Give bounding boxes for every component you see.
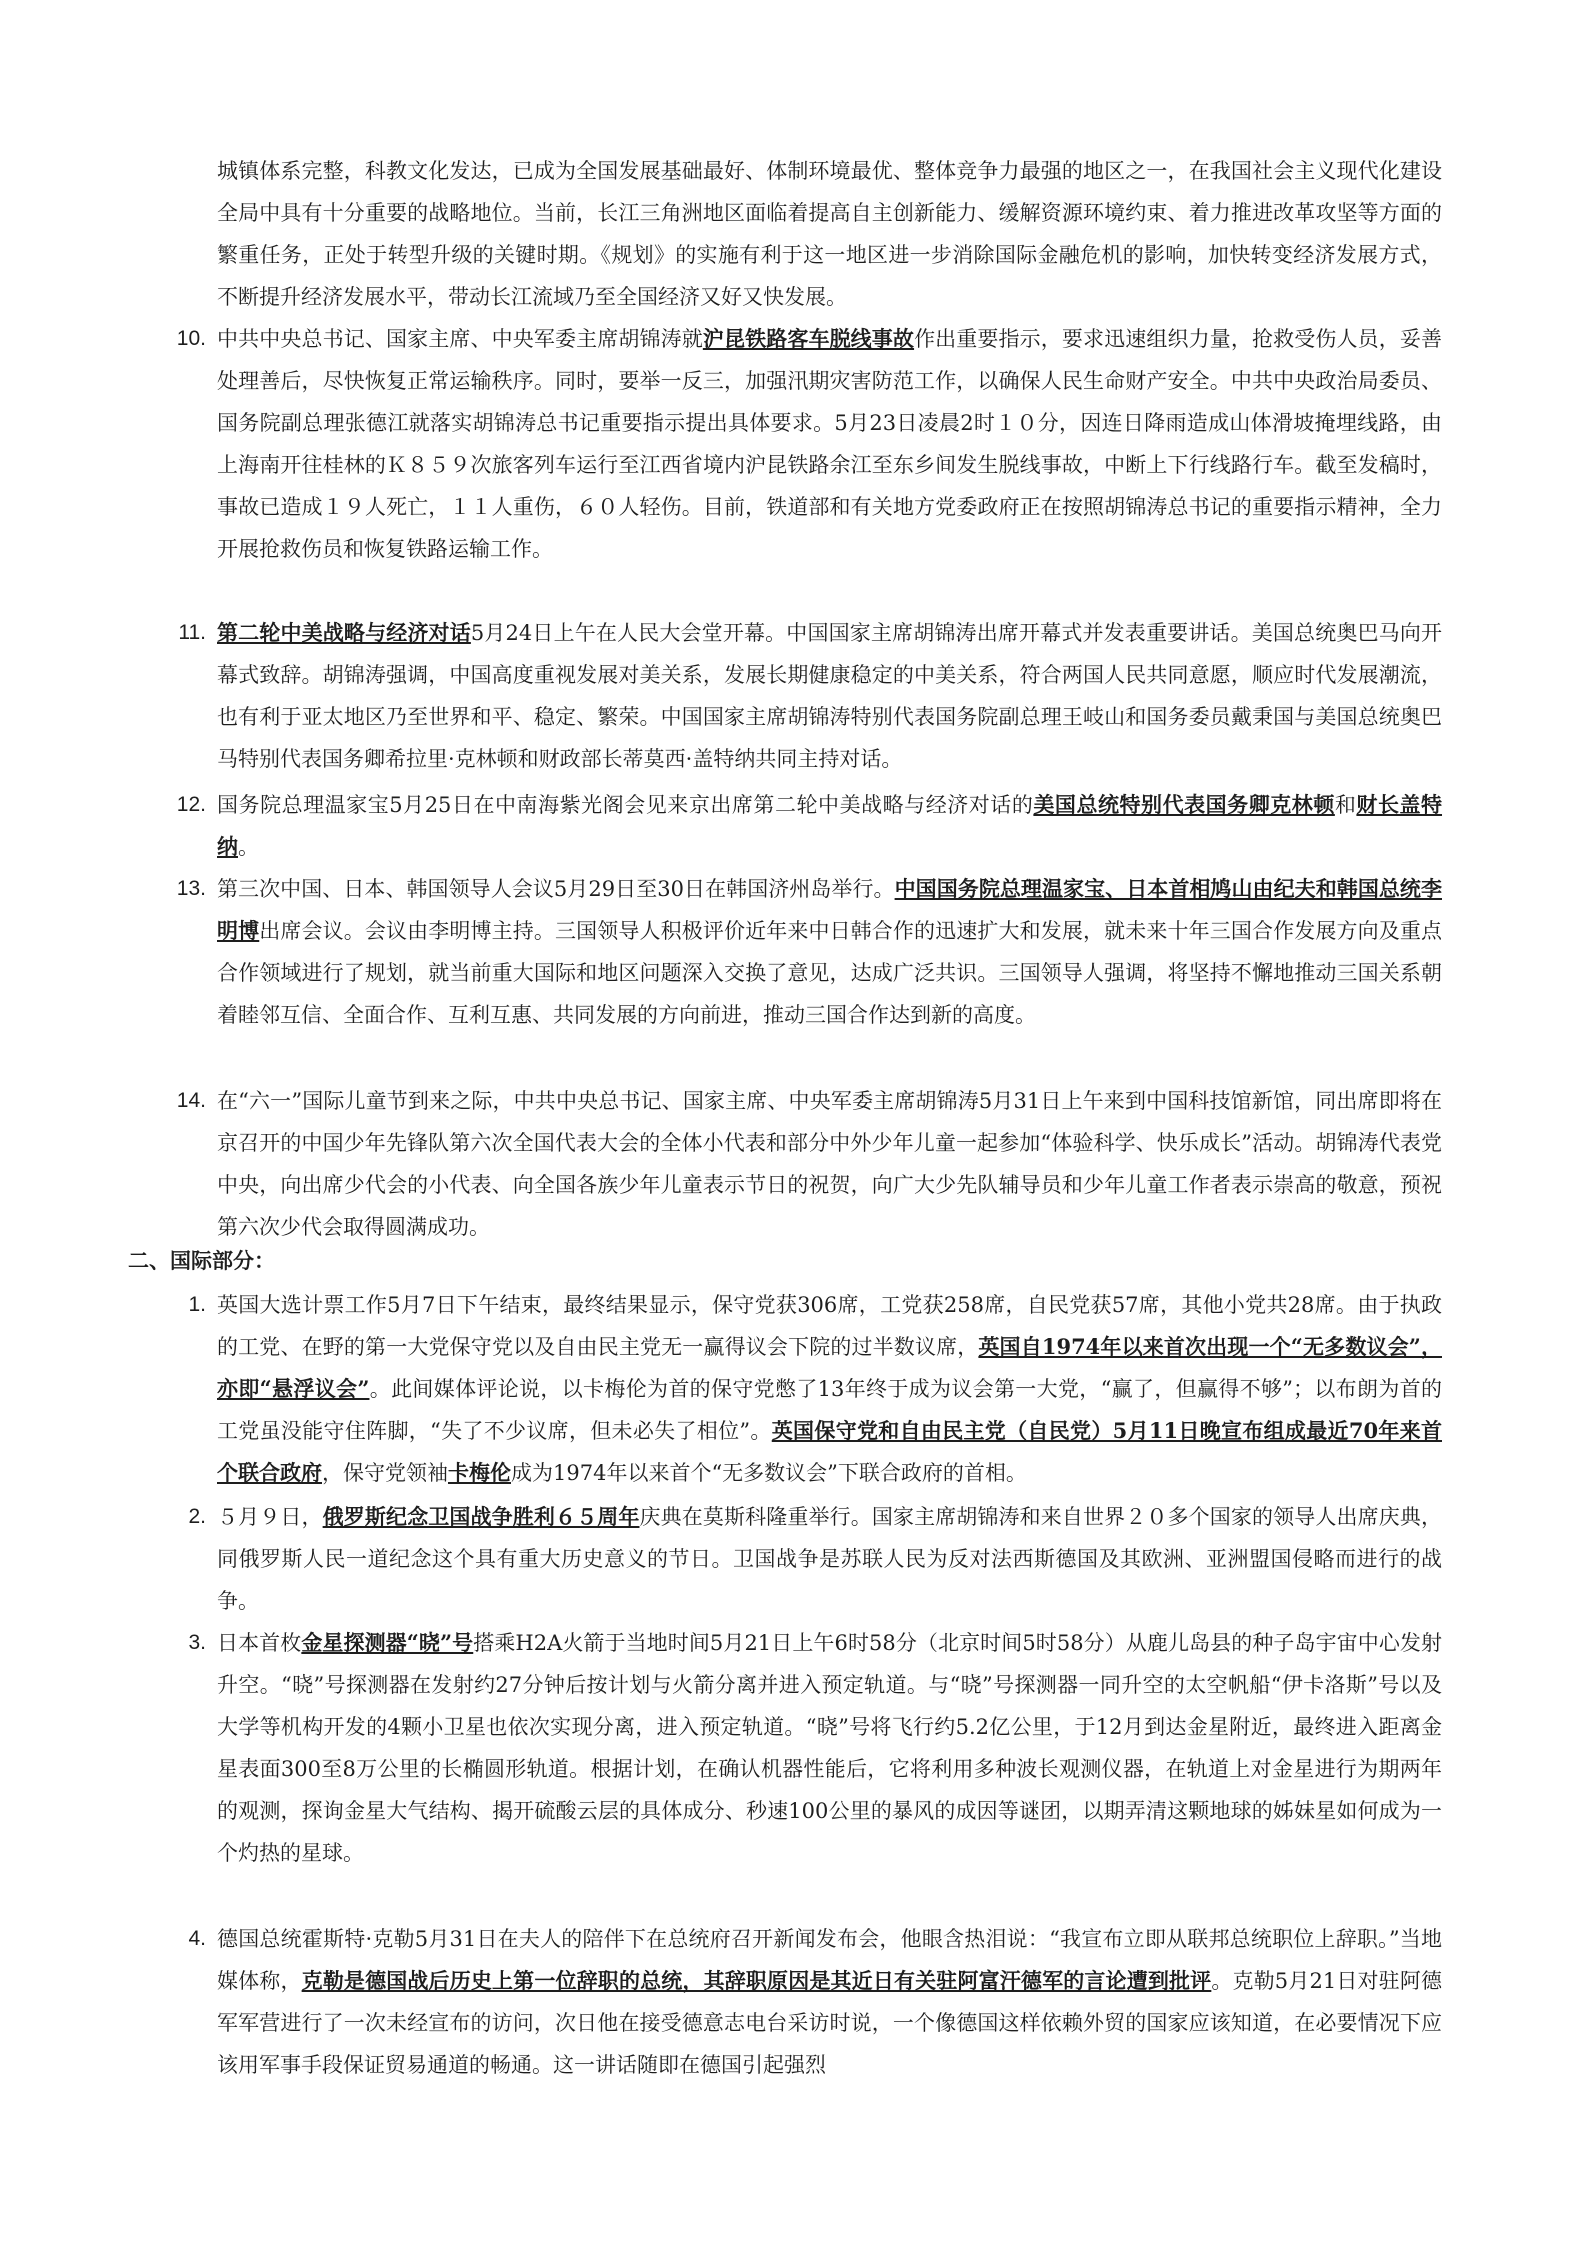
highlight-text: 第二轮中美战略与经济对话 [217, 620, 471, 645]
item-text-post: 出席会议。会议由李明博主持。三国领导人积极评价近年来中日韩合作的迅速扩大和发展，就未来十年三国合作发展方向及重点合作领域进行了规划，就当前重大国际和地区问题深入交换了意见，达成广泛共识。三国领导人强调，将坚持不懈地推动三国关系朝着睦邻互信、全面合作、互利互惠、共同发展的方向前进，推动三国合作达到新的高度。 [217, 919, 1442, 1027]
item-number: 13. [176, 877, 206, 900]
highlight-text: 克勒是德国战后历史上第一位辞职的总统，其辞职原因是其近日有关驻阿富汗德军的言论遭到批评 [301, 1968, 1212, 1993]
item-text [217, 784, 1442, 868]
item-text-part: 。克勒5月21日对驻阿德军军营进行了一次未经宣布的访问，次日他在接受德意志电台采访时说，一个像德国这样依赖外贸的国家应该知道，在必要情况下应该用军事手段保证贸易通道的畅通。这一讲话随即在德国引起强烈 [217, 1969, 1442, 2077]
item-text [217, 612, 1442, 780]
item-number: 10. [176, 327, 206, 350]
item-text-pre: 中共中央总书记、国家主席、中央军委主席胡锦涛就 [217, 327, 703, 351]
item-number: 2. [188, 1505, 206, 1528]
highlight-text: 美国总统特别代表国务卿克林顿 [1033, 792, 1335, 817]
highlight-text: 中国国务院总理温家宝、日本首相鸠山由纪夫和韩国总统李明博 [217, 876, 1442, 943]
item-number: 11. [178, 621, 206, 644]
item-text [217, 1918, 1442, 2086]
item-text [217, 1284, 1442, 1494]
item-text-part: 庆典在莫斯科隆重举行。国家主席胡锦涛和来自世界２０多个国家的领导人出席庆典，同俄罗斯人民一道纪念这个具有重大历史意义的节日。卫国战争是苏联人民为反对法西斯德国及其欧洲、亚洲盟国侵略而进行的战争。 [217, 1505, 1443, 1613]
highlight-text: 沪昆铁路客车脱线事故 [702, 326, 915, 351]
item-number: 4. [188, 1927, 206, 1950]
highlight-text: 金星探测器“晓”号 [301, 1630, 474, 1655]
item-text-part: 德国总统霍斯特·克勒5月31日在夫人的陪伴下在总统府召开新闻发布会，他眼含热泪说：“我宣布立即从联邦总统职位上辞职。”当地媒体称， [217, 1927, 1442, 1993]
item-text-part: ５月９日， [217, 1505, 323, 1529]
item-text [217, 868, 1442, 1036]
item-text-part: ，保守党领袖 [322, 1461, 448, 1485]
item-text-post: 。 [238, 835, 259, 859]
item-number: 12. [176, 793, 206, 816]
item-text-part: 搭乘H2A火箭于当地时间5月21日上午6时58分（北京时间5时58分）从鹿儿岛县的种子岛宇宙中心发射升空。“晓”号探测器在发射约27分钟后按计划与火箭分离并进入预定轨道。与“晓”号探测器一同升空的太空帆船“伊卡洛斯”号以及大学等机构开发的4颗小卫星也依次实现分离，进入预定轨道。“晓”号将飞行约5.2亿公里，于12月到达金星附近，最终进入距离金星表面300至8万公里的长椭圆形轨道。根据计划，在确认机器性能后，它将利用多种波长观测仪器，在轨道上对金星进行为期两年的观测，探询金星大气结构、揭开硫酸云层的具体成分、秒速100公里的暴风的成因等谜团，以期弄清这颗地球的姊妹星如何成为一个灼热的星球。 [217, 1631, 1442, 1865]
item-text [217, 318, 1442, 570]
item-text [217, 1496, 1442, 1622]
item-text: 在“六一”国际儿童节到来之际，中共中央总书记、国家主席、中央军委主席胡锦涛5月31日上午来到中国科技馆新馆，同出席即将在京召开的中国少年先锋队第六次全国代表大会的全体小代表和部分中外少年儿童一起参加“体验科学、快乐成长”活动。胡锦涛代表党中央，向出席少代会的小代表、向全国各族少年儿童表示节日的祝贺，向广大少先队辅导员和少年儿童工作者表示崇高的敬意，预祝第六次少代会取得圆满成功。 [217, 1089, 1442, 1239]
highlight-text: 英国保守党和自由民主党（自民党）5月11日晚宣布组成最近70年来首个联合政府 [217, 1418, 1442, 1485]
item-text-part: 英国大选计票工作5月7日下午结束，最终结果显示，保守党获306席，工党获258席，自民党获57席，其他小党共28席。由于执政的工党、在野的第一大党保守党以及自由民主党无一赢得议会下院的过半数议席， [217, 1293, 1442, 1359]
item-text-mid: 和 [1334, 793, 1357, 817]
intro-paragraph: 城镇体系完整，科教文化发达，已成为全国发展基础最好、体制环境最优、整体竞争力最强的地区之一，在我国社会主义现代化建设全局中具有十分重要的战略地位。当前，长江三角洲地区面临着提高自主创新能力、缓解资源环境约束、着力推进改革攻坚等方面的繁重任务，正处于转型升级的关键时期。《规划》的实施有利于这一地区进一步消除国际金融危机的影响，加快转变经济发展方式，不断提升经济发展水平，带动长江流域乃至全国经济又好又快发展。 [217, 159, 1442, 309]
section-heading: 二、国际部分： [128, 1249, 275, 1273]
highlight-text: 俄罗斯纪念卫国战争胜利６５周年 [322, 1504, 640, 1529]
highlight-text: 财长盖特纳 [217, 792, 1443, 859]
item-text-pre: 第三次中国、日本、韩国领导人会议5月29日至30日在韩国济州岛举行。 [217, 877, 895, 901]
item-text-post: 作出重要指示，要求迅速组织力量，抢救受伤人员，妥善处理善后，尽快恢复正常运输秩序。同时，要举一反三，加强汛期灾害防范工作，以确保人民生命财产安全。中共中央政治局委员、国务院副总理张德江就落实胡锦涛总书记重要指示提出具体要求。5月23日凌晨2时１０分，因连日降雨造成山体滑坡掩埋线路，由上海南开往桂林的Ｋ８５９次旅客列车运行至江西省境内沪昆铁路余江至东乡间发生脱线事故，中断上下行线路行车。截至发稿时，事故已造成１９人死亡，１１人重伤，６０人轻伤。目前，铁道部和有关地方党委政府正在按照胡锦涛总书记的重要指示精神，全力开展抢救伤员和恢复铁路运输工作。 [217, 327, 1443, 561]
highlight-text: 英国自1974年以来首次出现一个“无多数议会”，亦即“悬浮议会” [217, 1334, 1442, 1401]
item-text-part: 日本首枚 [217, 1631, 302, 1655]
item-text-part: 成为1974年以来首个“无多数议会”下联合政府的首相。 [511, 1461, 1027, 1485]
item-number: 14. [176, 1089, 206, 1112]
highlight-text: 卡梅伦 [448, 1460, 511, 1485]
item-text [217, 1622, 1442, 1874]
item-text-part: 。此间媒体评论说，以卡梅伦为首的保守党憋了13年终于成为议会第一大党，“赢了，但赢得不够”；以布朗为首的工党虽没能守住阵脚，“失了不少议席，但未必失了相位”。 [217, 1377, 1442, 1443]
item-text-post: 5月24日上午在人民大会堂开幕。中国国家主席胡锦涛出席开幕式并发表重要讲话。美国总统奥巴马向开幕式致辞。胡锦涛强调，中国高度重视发展对美关系，发展长期健康稳定的中美关系，符合两国人民共同意愿，顺应时代发展潮流，也有利于亚太地区乃至世界和平、稳定、繁荣。中国国家主席胡锦涛特别代表国务院副总理王岐山和国务委员戴秉国与美国总统奥巴马特别代表国务卿希拉里·克林顿和财政部长蒂莫西·盖特纳共同主持对话。 [217, 621, 1442, 771]
item-number: 3. [188, 1631, 206, 1654]
item-text-pre: 国务院总理温家宝5月25日在中南海紫光阁会见来京出席第二轮中美战略与经济对话的 [217, 793, 1034, 817]
item-number: 1. [188, 1293, 206, 1316]
